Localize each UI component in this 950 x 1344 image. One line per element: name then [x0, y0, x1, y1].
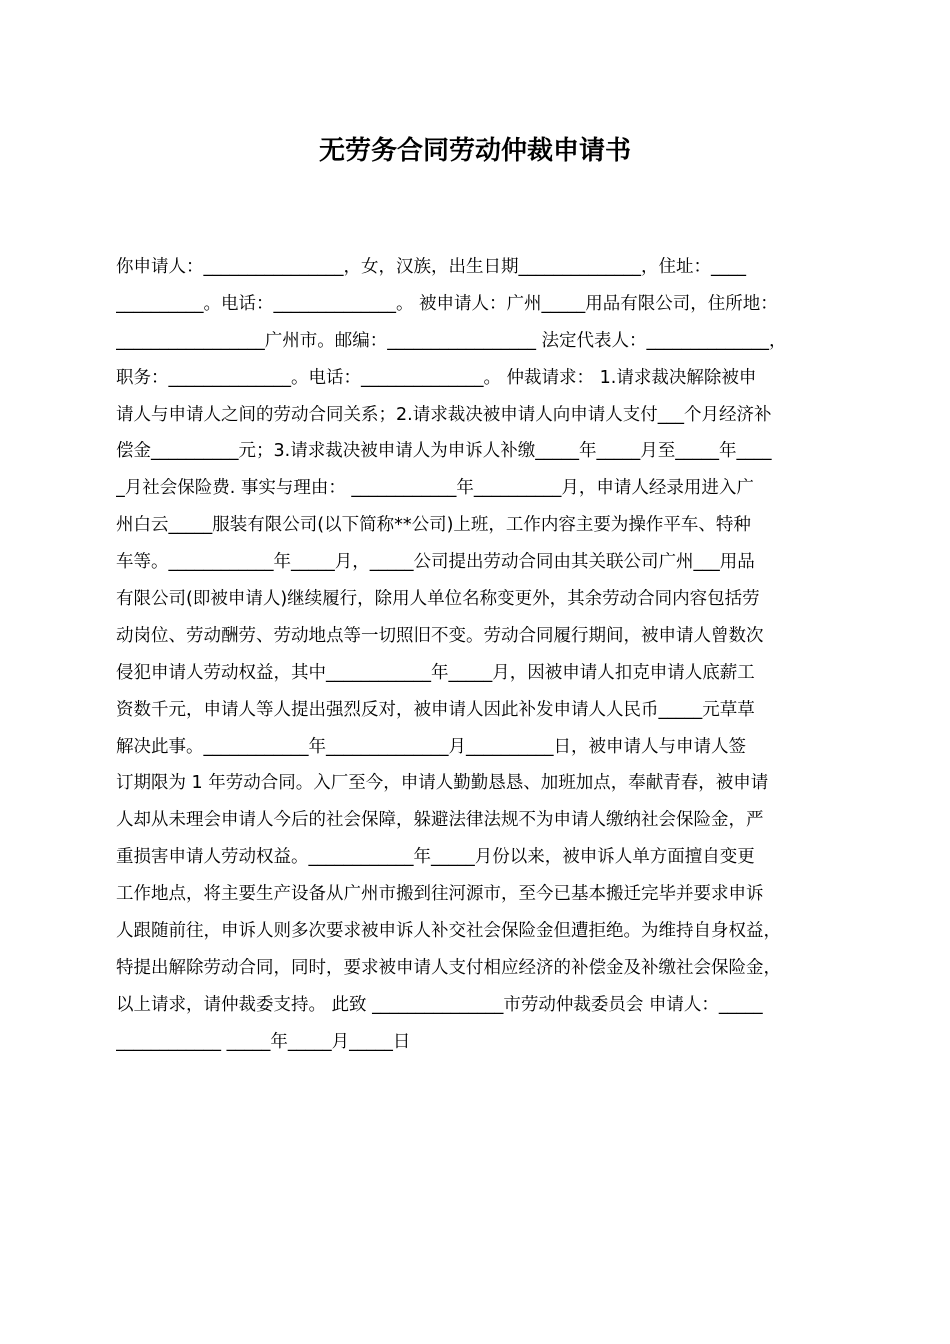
body-line-10: 有限公司(即被申请人)继续履行，除用人单位名称变更外，其余劳动合同内容包括劳	[116, 589, 760, 610]
body-line-22: ____________ _____年_____月_____日	[116, 1031, 411, 1052]
body-line-14: 解决此事。____________年______________月__________日，被申请人与申请人签	[116, 736, 746, 757]
body-line-15: 订期限为 1 年劳动合同。入厂至今，申请人勤勤恳恳、加班加点，奉献青春，被申请	[116, 773, 769, 794]
body-line-4: 职务：______________。电话：______________。 仲裁请求： 1.请求裁决解除被申	[116, 367, 757, 388]
body-line-9: 车等。____________年_____月，_____公司提出劳动合同由其关联公司广州___用品	[116, 552, 755, 573]
body-line-1: 你申请人：________________，女，汉族，出生日期______________，住址：____	[116, 257, 746, 277]
body-line-19: 人跟随前往，申诉人则多次要求被申诉人补交社会保险金但遭拒绝。为维持自身权益，	[116, 921, 781, 942]
body-line-13: 资数千元，申请人等人提出强烈反对，被申请人因此补发申请人人民币_____元草草	[116, 699, 755, 720]
body-line-7: _月社会保险费. 事实与理由： ____________年__________月，申请人经录用进入广	[116, 478, 754, 499]
body-line-12: 侵犯申请人劳动权益，其中____________年_____月，因被申请人扣克申请人底薪工	[116, 662, 755, 683]
body-line-20: 特提出解除劳动合同，同时，要求被申请人支付相应经济的补偿金及补缴社会保险金，	[116, 957, 781, 978]
document-body	[116, 249, 836, 1061]
body-line-2: __________。电话：______________。 被申请人：广州_____用品有限公司，住所地：	[116, 293, 778, 314]
body-line-18: 工作地点，将主要生产设备从广州市搬到往河源市，至今已基本搬迁完毕并要求申诉	[116, 884, 764, 905]
body-line-5: 请人与申请人之间的劳动合同关系；2.请求裁决被申请人向申请人支付___个月经济补	[116, 404, 772, 425]
body-line-3: _________________广州市。邮编：_________________ 法定代表人：______________，	[116, 330, 787, 351]
body-line-17: 重损害申请人劳动权益。____________年_____月份以来，被申诉人单方面擅自变更	[116, 847, 755, 868]
body-line-21: 以上请求，请仲裁委支持。 此致 _______________市劳动仲裁委员会 申请人：_____	[116, 994, 763, 1015]
document-title: 无劳务合同劳动仲裁申请书	[318, 136, 631, 166]
body-line-8: 州白云_____服装有限公司(以下简称**公司)上班，工作内容主要为操作平车、特种	[116, 515, 751, 536]
body-line-11: 动岗位、劳动酬劳、劳动地点等一切照旧不变。劳动合同履行期间，被申请人曾数次	[116, 625, 764, 646]
body-line-16: 人却从未理会申请人今后的社会保障，躲避法律法规不为申请人缴纳社会保险金，严	[116, 810, 764, 831]
body-line-6: 偿金__________元；3.请求裁决被申请人为申诉人补缴_____年_____月至_____年____	[116, 441, 772, 462]
